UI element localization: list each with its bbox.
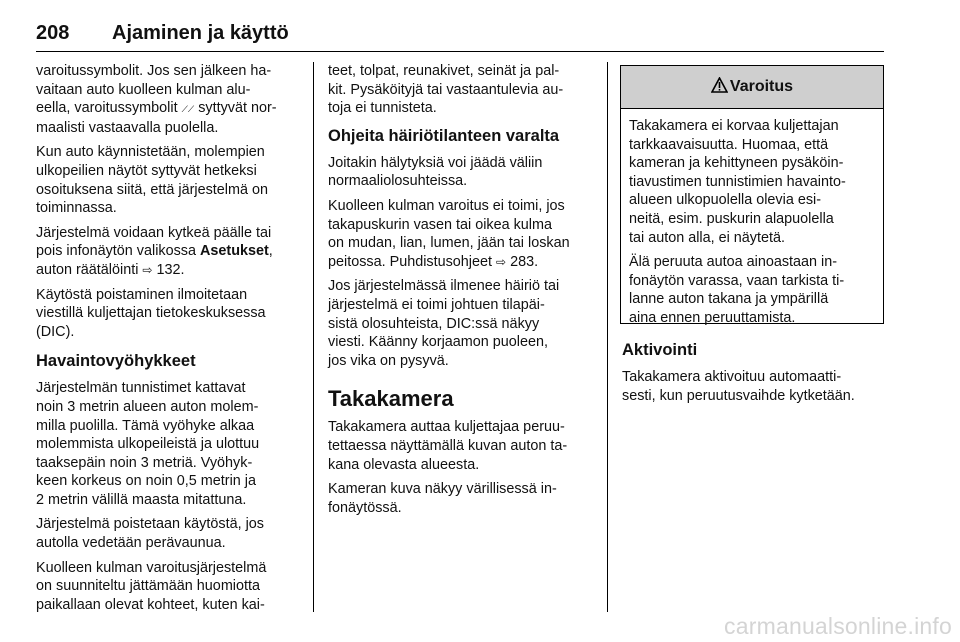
section-heading-zones: Havaintovyöhykkeet	[36, 352, 196, 371]
paragraph: Jos järjestelmässä ilmenee häiriö tai järjestelmä ei toimi johtuen tilapäi- sistä olosuhteista, DIC:ssä näkyy viesti. Käänny korjaamon puoleen, jos vika on pysyvä.	[328, 278, 560, 369]
warning-box	[620, 65, 884, 324]
paragraph: Käytöstä poistaminen ilmoitetaan viestillä kuljettajan tietokeskuksessa (DIC).	[36, 286, 266, 340]
paragraph: Kuolleen kulman varoitus ei toimi, jos takapuskurin vasen tai oikea kulma on mudan, lian, lumen, jään tai loskan peitossa. Puhdistusohjeet ⇨ 283.	[328, 197, 570, 270]
section-heading-activation: Aktivointi	[622, 341, 698, 359]
page-header	[36, 22, 884, 52]
paragraph: Kuolleen kulman varoitusjärjestelmä on suunniteltu jättämään huomiotta paikallaan olevat kohteet, kuten kai-	[36, 559, 267, 613]
page-reference[interactable]: 283.	[510, 253, 539, 270]
blind-spot-symbol-icon: ⟋⟋	[181, 104, 195, 115]
section-heading-faults: Ohjeita häiriötilanteen varalta	[328, 126, 560, 145]
paragraph: varoitussymbolit. Jos sen jälkeen ha- vaitaan auto kuolleen kulman alu- eella, varoitussymbolit ⟋⟋ syttyvät nor- maalisti vastaavalla puolella.	[36, 63, 277, 136]
watermark: carmanualsonline.info	[724, 613, 952, 639]
warning-title: Varoitus	[729, 78, 794, 95]
column-divider-2	[607, 62, 608, 612]
paragraph: Kameran kuva näkyy värillisessä in- fonäytössä.	[328, 481, 557, 516]
page-title: Ajaminen ja käyttö	[112, 22, 289, 44]
paragraph: Järjestelmä voidaan kytkeä päälle tai pois infonäytön valikossa Asetukset, auton räätälöinti ⇨ 132.	[36, 224, 273, 278]
paragraph: Takakamera ei korvaa kuljettajan tarkkaavaisuutta. Huomaa, että kameran ja kehittyneen pysäköin- tiavustimen tunnistimien havainto- alueen ulkopuolella olevia esi- neitä, esim. puskurin alapuolella tai auton alla, ei näytetä.	[629, 118, 846, 246]
page-reference[interactable]: 132.	[156, 261, 185, 278]
paragraph: Järjestelmän tunnistimet kattavat noin 3 metrin alueen auton molem- milla puolilla. Tämä vyöhyke alkaa molemmista ulkopeileistä ja ulottuu taaksepäin noin 3 metriä. Vyöhyk- keen korkeus on noin 0,5 metrin ja 2 metrin välillä maasta mitattuna.	[36, 380, 260, 508]
page-ref-arrow-icon: ⇨	[142, 262, 153, 277]
column-divider-1	[313, 62, 314, 612]
paragraph: teet, tolpat, reunakivet, seinät ja pal- kit. Pysäköityjä tai vastaantulevia au- toja ei tunnisteta.	[328, 63, 564, 117]
column-3	[622, 330, 884, 411]
paragraph: Älä peruuta autoa ainoastaan in- fonäytön varassa, vaan tarkista ti- lanne auton takana ja ympärillä aina ennen peruuttamista.	[629, 254, 845, 326]
column-2	[328, 62, 596, 523]
warning-header	[621, 66, 883, 109]
header-rule	[36, 51, 884, 52]
page-number: 208	[36, 22, 70, 44]
warning-body	[621, 109, 883, 328]
paragraph: Kun auto käynnistetään, molempien ulkopeilien näytöt syttyvät hetkeksi osoituksena siitä, että järjestelmä on toiminnassa.	[36, 144, 268, 217]
paragraph: Järjestelmä poistetaan käytöstä, jos autolla vedetään perävaunua.	[36, 516, 264, 552]
paragraph: Takakamera aktivoituu automaatti- sesti, kun peruutusvaihde kytketään.	[622, 369, 855, 404]
paragraph: Joitakin hälytyksiä voi jäädä väliin normaaliolosuhteissa.	[328, 154, 543, 190]
section-heading-camera: Takakamera	[328, 386, 454, 412]
menu-name-settings: Asetukset	[200, 243, 269, 260]
column-1	[36, 62, 302, 620]
paragraph: Takakamera auttaa kuljettajaa peruu- tettaessa näyttämällä kuvan auton ta- kana olevasta alueesta.	[328, 419, 568, 473]
warning-triangle-icon	[711, 68, 728, 110]
page-ref-arrow-icon: ⇨	[496, 254, 507, 269]
